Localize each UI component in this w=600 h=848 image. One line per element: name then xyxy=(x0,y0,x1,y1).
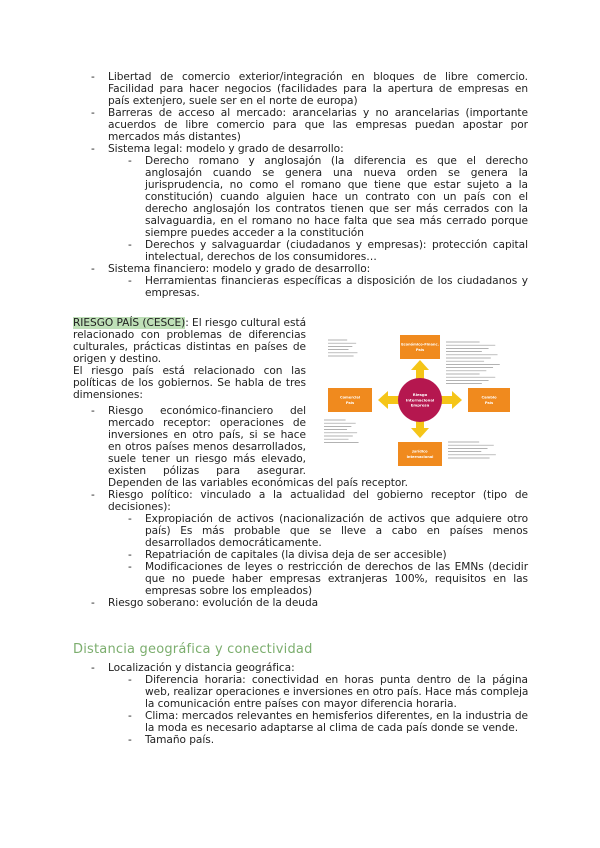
bottom-box-label: Internacional xyxy=(406,454,434,459)
derechos-item-line: intelectual, derechos de los consumidores… xyxy=(145,251,377,263)
barreras-item-line: Barreras de acceso al mercado: arancelarias y no arancelarias (importante xyxy=(108,107,528,119)
legal-item-bullet: - xyxy=(91,143,95,155)
derechos-item-bullet: - xyxy=(128,239,132,251)
economico-line: existen pólizas para asegurar. xyxy=(108,465,306,477)
modificaciones-item-bullet: - xyxy=(128,561,132,573)
derecho-item-line: derecho anglosajón los contratos tienen que ser más cerrados con la xyxy=(145,203,528,215)
financiero-item-bullet: - xyxy=(91,263,95,275)
right-box-label: Cambio xyxy=(481,395,497,400)
derecho-item-line: jurisprudencia, no como el romano que tiene que estar sujeto a la xyxy=(145,179,528,191)
riesgo-pais-line: origen y destino. xyxy=(73,353,162,365)
left-box-label: País xyxy=(345,400,355,405)
politico-item-bullet: - xyxy=(91,489,95,501)
economico-bullet: - xyxy=(91,405,95,417)
derecho-item-line: Derecho romano y anglosajón (la diferencia es que el derecho xyxy=(145,155,528,167)
clima-item-bullet: - xyxy=(128,710,132,722)
clima-item-line: Clima: mercados relevantes en hemisferios diferentes, en la industria de xyxy=(145,710,528,722)
horaria-item-line: web, realizar operaciones e inversiones en otro país. Hace más compleja xyxy=(145,686,529,698)
modificaciones-item-line: empresas sobre los empleados) xyxy=(145,585,313,597)
comercio-item-bullet: - xyxy=(91,71,95,83)
politico-item-line: decisiones): xyxy=(108,501,171,513)
center-label: Riesgo xyxy=(412,392,428,398)
expropiacion-item-line: desarrollados democráticamente. xyxy=(145,537,322,549)
barreras-item-line: mercados más distantes) xyxy=(108,131,241,143)
horaria-item-line: la comunicación entre países con mayor diferencia horaria. xyxy=(145,698,457,710)
riesgo-pais-line: El riesgo país está relacionado con las xyxy=(73,365,306,377)
herramientas-item-line: empresas. xyxy=(145,287,200,299)
section-heading: Distancia geográfica y conectividad xyxy=(73,642,313,657)
economico-line: en otros países menos desarrollados, xyxy=(108,441,306,453)
arrow-left-shape xyxy=(378,391,400,409)
economico-line: inversiones en otro país, si se hace xyxy=(108,429,306,441)
modificaciones-item-line: Modificaciones de leyes o restricción de derechos de las EMNs (decidir xyxy=(145,561,528,573)
soberano-item-line: Riesgo soberano: evolución de la deuda xyxy=(108,597,319,609)
derechos-item-line: Derechos y salvaguardar (ciudadanos y empresas): protección capital xyxy=(145,239,528,251)
herramientas-item-line: Herramientas financieras específicas a disposición de los ciudadanos y xyxy=(145,275,528,287)
horaria-item-bullet: - xyxy=(128,674,132,686)
barreras-item-bullet: - xyxy=(91,107,95,119)
horaria-item-line: Diferencia horaria: conectividad en horas punta dentro de la página xyxy=(145,674,528,686)
top-box-label: País xyxy=(415,347,425,352)
expropiacion-item-line: Expropiación de activos (nacionalización de activos que adquiere otro xyxy=(145,513,528,525)
riesgo-pais-line: políticas de los gobiernos. Se habla de tres xyxy=(73,377,306,389)
expropiacion-item-line: país) Es más probable que se lleve a cabo en países menos xyxy=(145,525,528,537)
soberano-item-bullet: - xyxy=(91,597,95,609)
riesgo-pais-line: relacionado con problemas de diferencias xyxy=(73,329,306,341)
riesgo-pais-rest: : El riesgo cultural está xyxy=(185,317,307,329)
center-label: Empresa xyxy=(410,402,430,408)
economico-line: mercado receptor: operaciones de xyxy=(108,417,306,429)
derecho-item-line: constitución) cuando alguien hace un contrato con un país con el xyxy=(145,191,528,203)
riesgo-diagram xyxy=(320,330,520,470)
riesgo-pais-line: culturales, prácticas distintas en países de xyxy=(73,341,306,353)
herramientas-item-bullet: - xyxy=(128,275,132,287)
modificaciones-item-line: que no puede haber empresas extranjeras 100%, requisitos en las xyxy=(145,573,528,585)
derecho-item-line: anglosajón cuando se genera una nueva orden se genera la xyxy=(145,167,528,179)
center-label: Internacional xyxy=(405,397,435,403)
riesgo-pais-line xyxy=(73,317,306,329)
repatriacion-item-line: Repatriación de capitales (la divisa deja de ser accesible) xyxy=(145,549,447,561)
politico-item-line: Riesgo político: vinculado a la actualidad del gobierno receptor (tipo de xyxy=(108,489,528,501)
financiero-item-line: Sistema financiero: modelo y grado de desarrollo: xyxy=(108,263,371,275)
economico-line: Riesgo económico-financiero del xyxy=(108,405,306,417)
comercio-item-line: país extenjero, suele ser en el norte de europa) xyxy=(108,95,358,107)
barreras-item-line: acuerdos de libre comercio para que las empresas puedan apostar por xyxy=(108,119,528,131)
right-box-label: País xyxy=(484,400,494,405)
expropiacion-item-bullet: - xyxy=(128,513,132,525)
economico-line: Dependen de las variables económicas del país receptor. xyxy=(108,477,408,489)
localizacion-item-line: Localización y distancia geográfica: xyxy=(108,662,295,674)
arrow-right-shape xyxy=(440,391,462,409)
derecho-item-bullet: - xyxy=(128,155,132,167)
left-box-label: Comercial xyxy=(339,395,361,400)
riesgo-pais-line: dimensiones: xyxy=(73,389,143,401)
top-box-label: Económico-Financ. xyxy=(401,342,439,347)
arrow-up-shape xyxy=(411,360,429,380)
localizacion-item-bullet: - xyxy=(91,662,95,674)
tamano-item-line: Tamaño país. xyxy=(145,734,215,746)
derecho-item-line: salvaguardia, en el romano no hace falta que sea más cerrado porque xyxy=(145,215,528,227)
comercio-item-line: Facilidad para hacer negocios (facilidades para la apertura de empresas en xyxy=(108,83,528,95)
comercio-item-line: Libertad de comercio exterior/integración en bloques de libre comercio. xyxy=(108,71,528,83)
bottom-box-label: Jurídico xyxy=(412,449,428,454)
clima-item-line: la moda es necesario adaptarse al clima de cada país donde se vende. xyxy=(145,722,519,734)
derecho-item-line: siempre puedes acceder a la constitución xyxy=(145,227,364,239)
tamano-item-bullet: - xyxy=(128,734,132,746)
economico-line: suele tener un riesgo más elevado, xyxy=(108,453,306,465)
legal-item-line: Sistema legal: modelo y grado de desarrollo: xyxy=(108,143,344,155)
riesgo-pais-highlight: RIESGO PAÍS (CESCE) xyxy=(73,317,186,329)
repatriacion-item-bullet: - xyxy=(128,549,132,561)
